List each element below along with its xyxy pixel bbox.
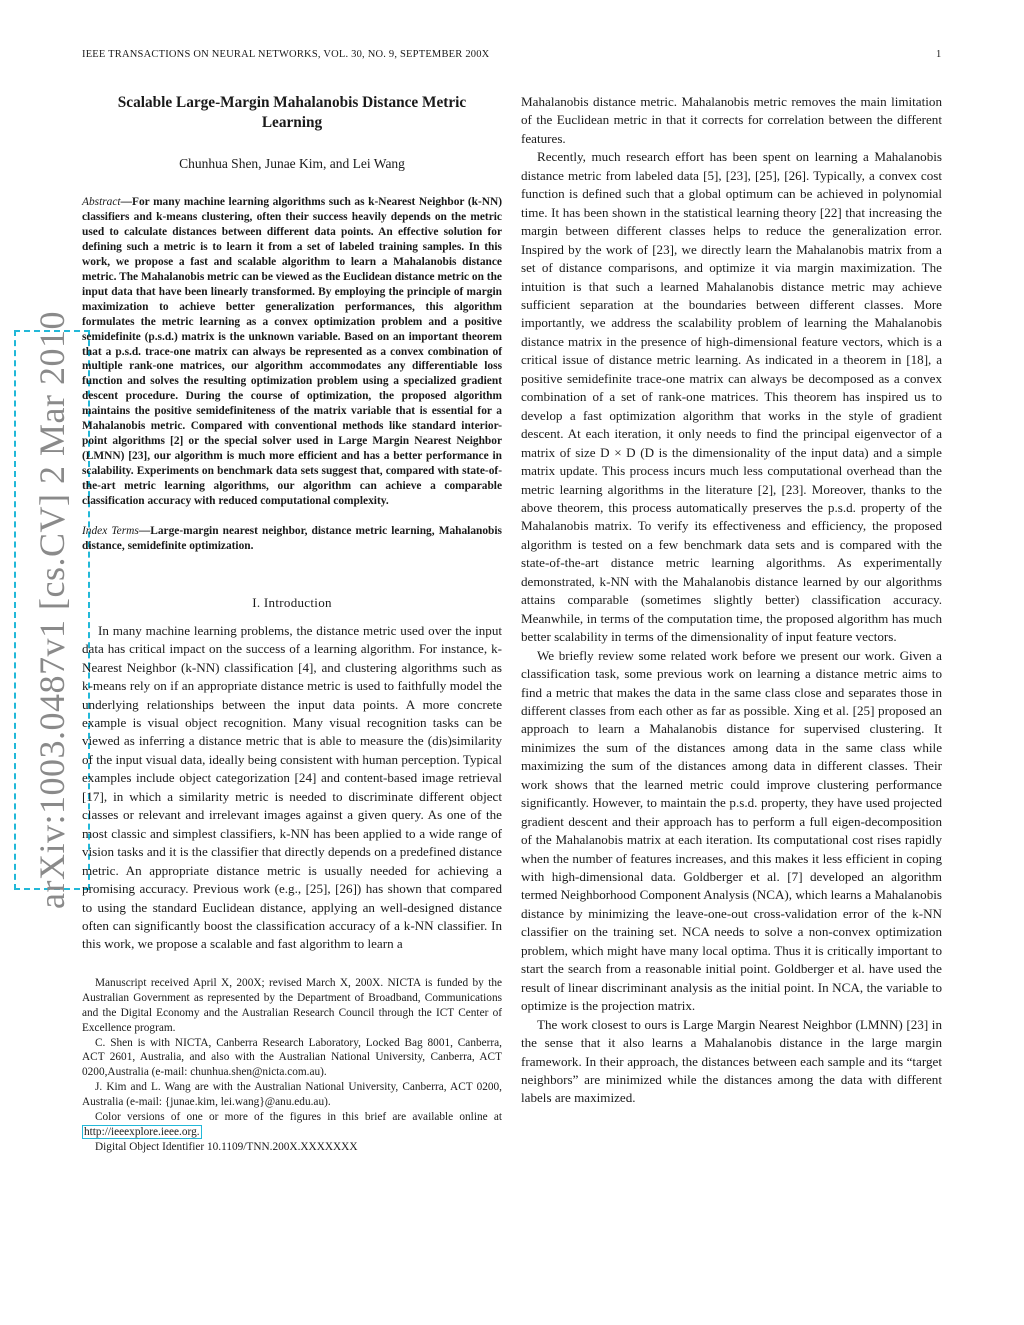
footnote-doi: Digital Object Identifier 10.1109/TNN.200X.XXXXXXX [95,1140,358,1153]
index-terms-body: —Large-margin nearest neighbor, distance metric learning, Mahalanobis distance, semidefinite optimization. [82,525,502,553]
abstract-body: —For many machine learning algorithms such as k-Nearest Neighbor (k-NN) classifiers and k-means clustering, often their success heavily depends on the metric used to calculate distances between different data points. An effective solution for defining such a metric is to learn it from a set of labeled training samples. In this work, we propose a fast and scalable algorithm to learn a Mahalanobis distance metric. The Mahalanobis metric can be viewed as the Euclidean distance metric on the input data that have been linearly transformed. By employing the principle of margin maximization to achieve better generalization performances, this algorithm formulates the metric learning as a convex optimization problem and a positive semidefinite (p.s.d.) matrix is the unknown variable. Based on an important theorem that a p.s.d. trace-one matrix can always be represented as a convex combination of multiple rank-one matrices, our algorithm accommodates any differentiable loss function and solves the resulting optimization problem using a specialized gradient descent procedure. During the course of optimization, the proposed algorithm maintains the positive semidefiniteness of the matrix variable that is essential for a Mahalanobis metric. Compared with conventional methods like standard interior-point algorithms [2] or the special solver used in Large Margin Nearest Neighbor (LMNN) [23], our algorithm is much more efficient and has a better performance in scalability. Experiments on benchmark data sets suggest that, compared with state-of-the-art metric learning algorithms, our algorithm can achieve a comparable classification accuracy with reduced computational complexity. [82,196,502,507]
right-paragraph-2: Recently, much research effort has been spent on learning a Mahalanobis distance metric from labeled data [5], [23], [25], [26]. Typically, a convex cost function is defined such that a global optimum can be achieved in polynomial time. It has been shown in the statistical learning theory [22] that increasing the margin between different classes helps to reduce the generalization error. Inspired by the work of [23], we directly learn the Mahalanobis matrix from a set of distance comparisons, and optimize it via margin maximization. The intuition is that such a learned Mahalanobis distance metric may achieve sufficient separation at the boundaries between different classes. More importantly, we address the scalability problem of learning the Mahalanobis distance matrix in the presence of high-dimensional feature vectors, which is a critical issue of distance metric learning. As indicated in a theorem in [18], a positive semidefinite trace-one matrix can always be decomposed as a convex combination of a set of rank-one matrices. This theorem has inspired us to develop a fast optimization algorithm that works in the style of gradient descent. At each iteration, it only needs to find the principal eigenvector of a matrix of size D × D (D is the dimensionality of the input data) and a simple matrix update. This process incurs much less computational overhead than the metric learning algorithms in the literature [2], [23]. Moreover, thanks to the above theorem, this process automatically preserves the p.s.d. property of the Mahalanobis matrix. To verify its effectiveness and efficiency, the proposed algorithm is tested on a few benchmark data sets and is compared with the state-of-the-art distance metric learning algorithms. As experimentally demonstrated, k-NN with the Mahalanobis distance learned by our algorithms attains comparable (sometimes slightly better) classification accuracy. Meanwhile, in terms of the computation time, the proposed algorithm has much better scalability in terms of the dimensionality of input feature vectors. [521,149,942,645]
abstract [82,195,502,508]
left-column [82,90,502,1155]
paper-title: Scalable Large-Margin Mahalanobis Distance Metric Learning [117,94,467,131]
index-terms [82,524,502,554]
ieeexplore-link[interactable]: http://ieeexplore.ieee.org. [84,1125,200,1138]
footnote-color [82,1110,502,1140]
index-terms-lead: Index Terms [82,525,139,538]
footnote-manuscript: Manuscript received April X, 200X; revised March X, 200X. NICTA is funded by the Australian Government as represented by the Department of Broadband, Communications and the Digital Economy and the Australian Research Council through the ICT Center of Excellence program. [82,976,502,1034]
arxiv-stamp-text: arXiv:1003.0487v1 [cs.CV] 2 Mar 2010 [32,311,72,909]
footnote-shen: C. Shen is with NICTA, Canberra Research Laboratory, Locked Bag 8001, Canberra, ACT 2601, Australia, and also with the Australian National University, Canberra, ACT 0200,Australia (e-mail: chunhua.shen@nicta.com.au). [82,1036,502,1079]
footnotes [82,976,502,1155]
right-column [521,93,942,1108]
footnote-color-text: Color versions of one or more of the figures in this brief are available online at [95,1111,502,1124]
right-paragraph-1: Mahalanobis distance metric. Mahalanobis metric removes the main limitation of the Euclidean metric in that it corrects for correlation between the different features. [521,94,942,146]
footnote-kim-wang: J. Kim and L. Wang are with the Australian National University, Canberra, ACT 0200, Australia (e-mail: {junae.kim, lei.wang}@anu.edu.au). [82,1081,502,1109]
arxiv-stamp[interactable] [14,311,90,909]
abstract-lead: Abstract [82,196,121,209]
running-header: IEEE TRANSACTIONS ON NEURAL NETWORKS, VOL. 30, NO. 9, SEPTEMBER 200X [82,49,490,60]
right-paragraph-3: We briefly review some related work before we present our work. Given a classification task, some previous work on learning a distance metric aims to find a metric that makes the data in the same class close and separates those in different classes from each other as far as possible. Xing et al. [25] proposed an approach to learn a Mahalanobis distance for supervised clustering. It minimizes the sum of the distances among data in the same class while maximizing the sum of the distances among data in different classes. Their work shows that the learned metric could improve clustering performance significantly. However, to maintain the p.s.d. property, they have used projected gradient descent and their approach has to perform a full eigen-decomposition of the Mahalanobis matrix at each iteration. Its computational cost rises rapidly when the number of features increases, and this makes it less efficient in coping with high-dimensional data. Goldberger et al. [7] developed an algorithm termed Neighborhood Component Analysis (NCA), which learns a Mahalanobis distance by minimizing the leave-one-out cross-validation error of the k-NN classifier on the training set. NCA needs to solve a non-convex optimization problem, which might have many local optima. Thus it is critically important to start the search from a reasonable initial point. Goldberger et al. have used the result of linear discriminant analysis as the initial point. In NCA, the variable to optimize is the projection matrix. [521,647,942,1014]
authors: Chunhua Shen, Junae Kim, and Lei Wang [179,156,405,171]
intro-paragraph: In many machine learning problems, the distance metric used over the input data has critical impact on the success of a learning algorithm. For instance, k-Nearest Neighbor (k-NN) classification [4], and clustering algorithms such as k-means rely on if an appropriate distance metric is used to faithfully model the underlying relationships between the input data points. A more concrete example is visual object recognition. Many visual recognition tasks can be viewed as inferring a distance metric that is able to measure the (dis)similarity of the input visual data, ideally being consistent with human perception. Typical examples include object categorization [24] and content-based image retrieval [17], in which a similarity metric is needed to discriminate different object classes or relevant and irrelevant images against a given query. As one of the most classic and simplest classifiers, k-NN has been applied to a wide range of vision tasks and it is the classifier that directly depends on a predefined distance metric. An appropriate distance metric is usually needed for achieving a promising accuracy. Previous work (e.g., [25], [26]) has shown that compared to using the standard Euclidean distance, applying an well-designed distance often can significantly boost the classification accuracy of a k-NN classifier. In this work, we propose a scalable and fast algorithm to learn a [82,622,502,952]
section-heading: I. Introduction [252,595,332,611]
page-number: 1 [936,49,942,60]
right-paragraph-4: The work closest to ours is Large Margin Nearest Neighbor (LMNN) [23] in the sense that it also learns a Mahalanobis distance in the large margin framework. In their approach, the distances between each sample and its “target neighbors” are minimized while the distances among the data with different labels are maximized. [521,1016,942,1106]
